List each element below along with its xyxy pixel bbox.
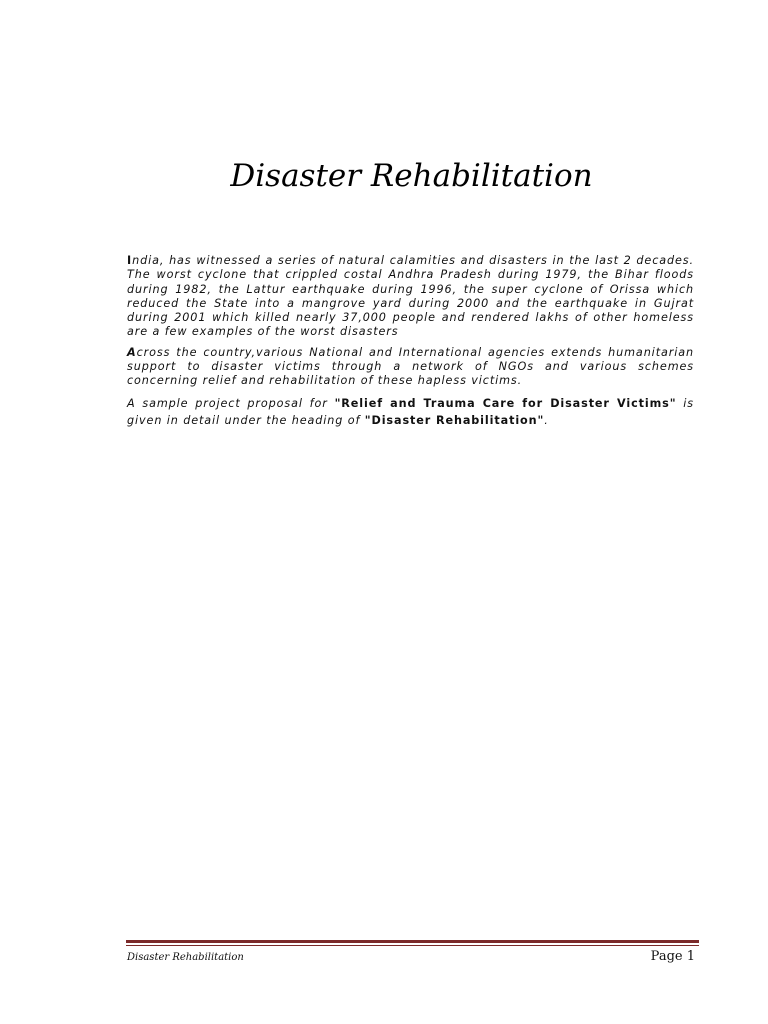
paragraph-proposal — [127, 395, 694, 429]
paragraph-text: is given in detail under the heading of — [127, 396, 694, 427]
paragraph-agencies — [127, 346, 694, 389]
page-number: Page 1 — [650, 949, 695, 964]
footer-rule-thin — [126, 945, 699, 946]
drop-initial: I — [127, 254, 133, 267]
footer-rule — [126, 940, 699, 943]
paragraph-text: . — [544, 413, 549, 427]
page-title: Disaster Rehabilitation — [230, 158, 593, 194]
footer-title: Disaster Rehabilitation — [127, 952, 244, 963]
paragraph-text: ndia, has witnessed a series of natural calamities and disasters in the last 2 decades. The worst cyclone that crippled costal Andhra Pradesh during 1979, the Bihar floods during 1982, the Lattur earthquake during 1996, the super cyclone of Orissa which reduced the State into a mangrove yard during 2000 and the earthquake in Gujrat during 2001 which killed nearly 37,000 people and rendered lakhs of other homeless are a few examples of the worst disasters — [127, 254, 694, 339]
paragraph-intro — [127, 254, 694, 340]
bold-phrase: "Relief and Trauma Care for Disaster Victims" — [334, 396, 677, 410]
drop-initial: A — [127, 345, 137, 359]
paragraph-text: cross the country,various National and International agencies extends humanitarian support to disaster victims through a network of NGOs and various schemes concerning relief and rehabilitation of these hapless victims. — [127, 345, 694, 388]
paragraph-text: A sample project proposal for — [127, 396, 335, 410]
bold-phrase: "Disaster Rehabilitation" — [364, 413, 545, 427]
body-content — [127, 254, 694, 435]
